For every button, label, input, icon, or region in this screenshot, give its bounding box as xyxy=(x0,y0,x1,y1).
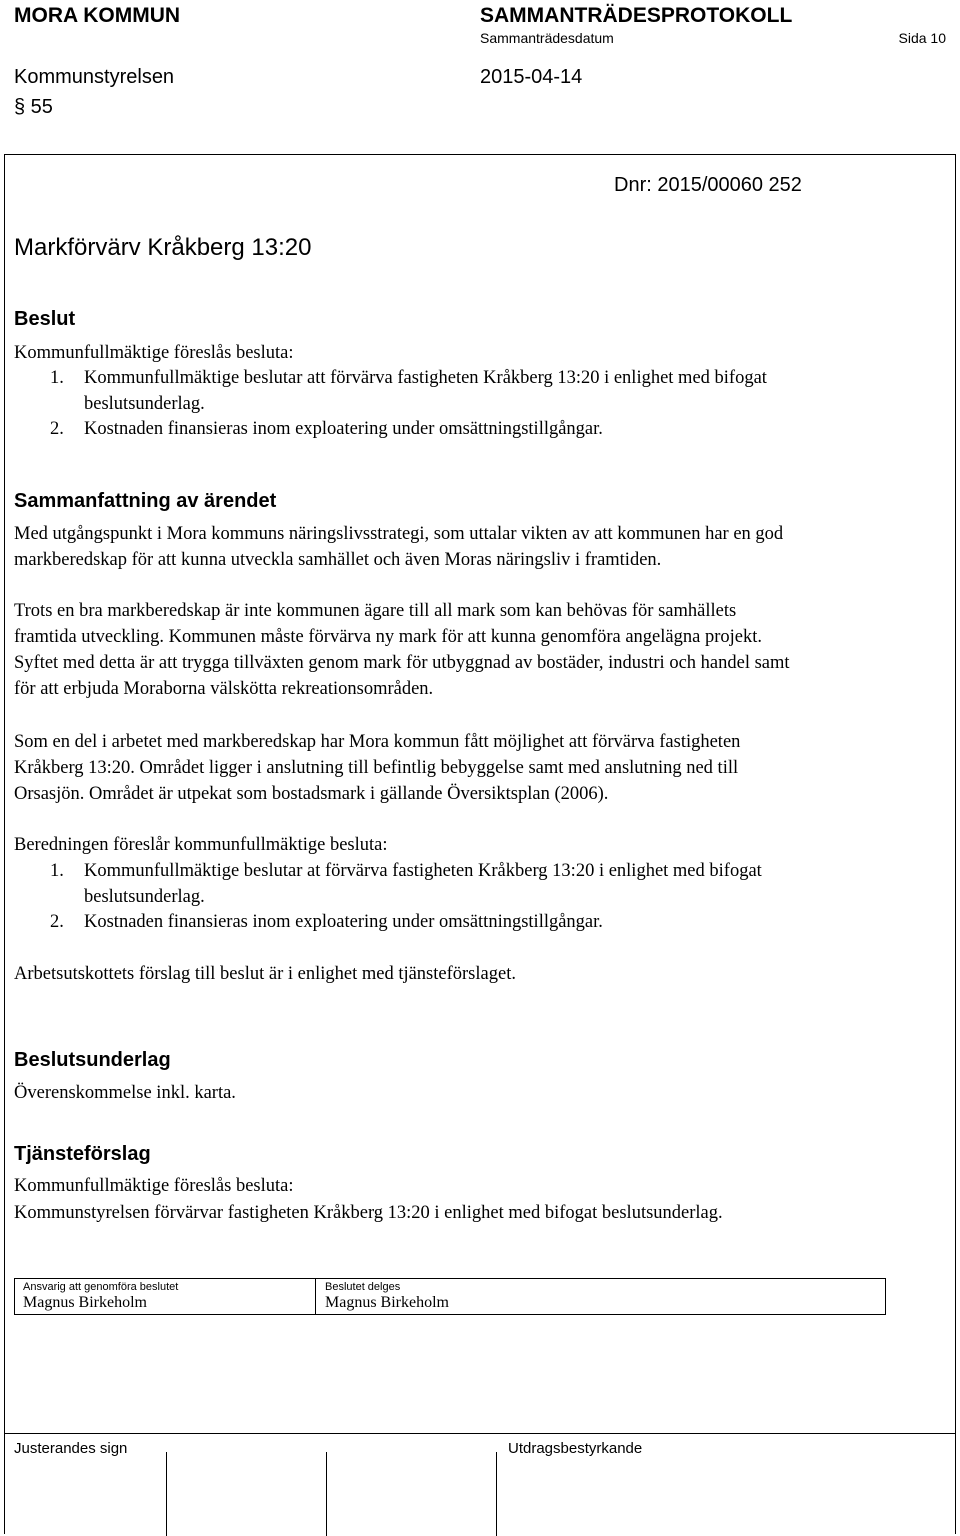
justerandes-sign-label: Justerandes sign xyxy=(14,1440,128,1457)
signature-box-divider-2 xyxy=(326,1452,327,1536)
responsible-name: Magnus Birkeholm xyxy=(23,1294,147,1311)
header-divider xyxy=(4,154,956,155)
page-border-right xyxy=(955,154,956,1534)
beslut-item-2-line-1: Kostnaden finansieras inom exploatering under omsättningstillgångar. xyxy=(84,419,603,439)
summary-p3-line-1: Som en del i arbetet med markberedskap har Mora kommun fått möjlighet att förvärva fastigheten xyxy=(14,732,741,752)
meeting-date-label: Sammanträdesdatum xyxy=(480,30,614,46)
beslut-item-1-number: 1. xyxy=(50,368,64,388)
distributed-label: Beslutet delges xyxy=(325,1281,401,1293)
diary-number: Dnr: 2015/00060 252 xyxy=(614,174,802,196)
utdragsbestyrkande-label: Utdragsbestyrkande xyxy=(508,1440,643,1457)
signature-box-divider-3 xyxy=(496,1452,497,1536)
beslutsunderlag-text: Överenskommelse inkl. karta. xyxy=(14,1083,236,1103)
beredning-item-1-number: 1. xyxy=(50,861,64,881)
tjansteforslag-heading: Tjänsteförslag xyxy=(14,1143,151,1165)
beslut-item-2-number: 2. xyxy=(50,419,64,439)
beredning-intro: Beredningen föreslår kommunfullmäktige besluta: xyxy=(14,835,388,855)
signature-box-divider-1 xyxy=(166,1452,167,1536)
paragraph-number: § 55 xyxy=(14,96,53,118)
case-title: Markförvärv Kråkberg 13:20 xyxy=(14,234,312,261)
beslut-heading: Beslut xyxy=(14,308,76,330)
summary-p3-line-3: Orsasjön. Området är utpekat som bostadsmark i gällande Översiktsplan (2006). xyxy=(14,784,609,804)
distributed-name: Magnus Birkeholm xyxy=(325,1294,449,1311)
summary-heading: Sammanfattning av ärendet xyxy=(14,490,277,512)
organization-name: MORA KOMMUN xyxy=(14,4,181,27)
beredning-item-2-line-1: Kostnaden finansieras inom exploatering under omsättningstillgångar. xyxy=(84,912,603,932)
beslut-intro: Kommunfullmäktige föreslås besluta: xyxy=(14,343,294,363)
document-type: SAMMANTRÄDESPROTOKOLL xyxy=(480,4,793,27)
meeting-date: 2015-04-14 xyxy=(480,66,583,88)
summary-p2-line-1: Trots en bra markberedskap är inte kommunen ägare till all mark som kan behövas för samhällets xyxy=(14,601,737,621)
governing-body: Kommunstyrelsen xyxy=(14,66,175,88)
page-border-left xyxy=(4,154,5,1534)
responsibility-box xyxy=(14,1278,886,1315)
responsible-label: Ansvarig att genomföra beslutet xyxy=(23,1281,179,1293)
summary-p1-line-1: Med utgångspunkt i Mora kommuns näringslivsstrategi, som uttalar vikten av att kommunen har en god xyxy=(14,524,784,544)
beslut-item-1-line-2: beslutsunderlag. xyxy=(84,394,205,414)
beslut-item-1-line-1: Kommunfullmäktige beslutar att förvärva fastigheten Kråkberg 13:20 i enlighet med bifogat xyxy=(84,368,767,388)
beredning-item-1-line-2: beslutsunderlag. xyxy=(84,887,205,907)
beredning-item-2-number: 2. xyxy=(50,912,64,932)
summary-p1-line-2: markberedskap för att kunna utveckla samhället och även Moras näringsliv i framtiden. xyxy=(14,550,662,570)
arbetsutskott-text: Arbetsutskottets förslag till beslut är i enlighet med tjänsteförslaget. xyxy=(14,964,516,984)
beslutsunderlag-heading: Beslutsunderlag xyxy=(14,1049,171,1071)
page-number: Sida 10 xyxy=(898,30,946,46)
beredning-item-1-line-1: Kommunfullmäktige beslutar at förvärva fastigheten Kråkberg 13:20 i enlighet med bifogat xyxy=(84,861,762,881)
summary-p2-line-2: framtida utveckling. Kommunen måste förvärva ny mark för att kunna genomföra angelägna projekt. xyxy=(14,627,762,647)
summary-p2-line-4: för att erbjuda Moraborna välskötta rekreationsområden. xyxy=(14,679,434,699)
responsibility-divider xyxy=(315,1279,316,1314)
tjansteforslag-text: Kommunstyrelsen förvärvar fastigheten Kråkberg 13:20 i enlighet med bifogat beslutsunderlag. xyxy=(14,1203,723,1223)
tjansteforslag-intro: Kommunfullmäktige föreslås besluta: xyxy=(14,1176,294,1196)
footer-divider xyxy=(4,1433,956,1434)
summary-p2-line-3: Syftet med detta är att trygga tillväxten genom mark för utbyggnad av bostäder, industri och handel samt xyxy=(14,653,790,673)
summary-p3-line-2: Kråkberg 13:20. Området ligger i anslutning till befintlig bebyggelse samt med anslutning ned till xyxy=(14,758,739,778)
